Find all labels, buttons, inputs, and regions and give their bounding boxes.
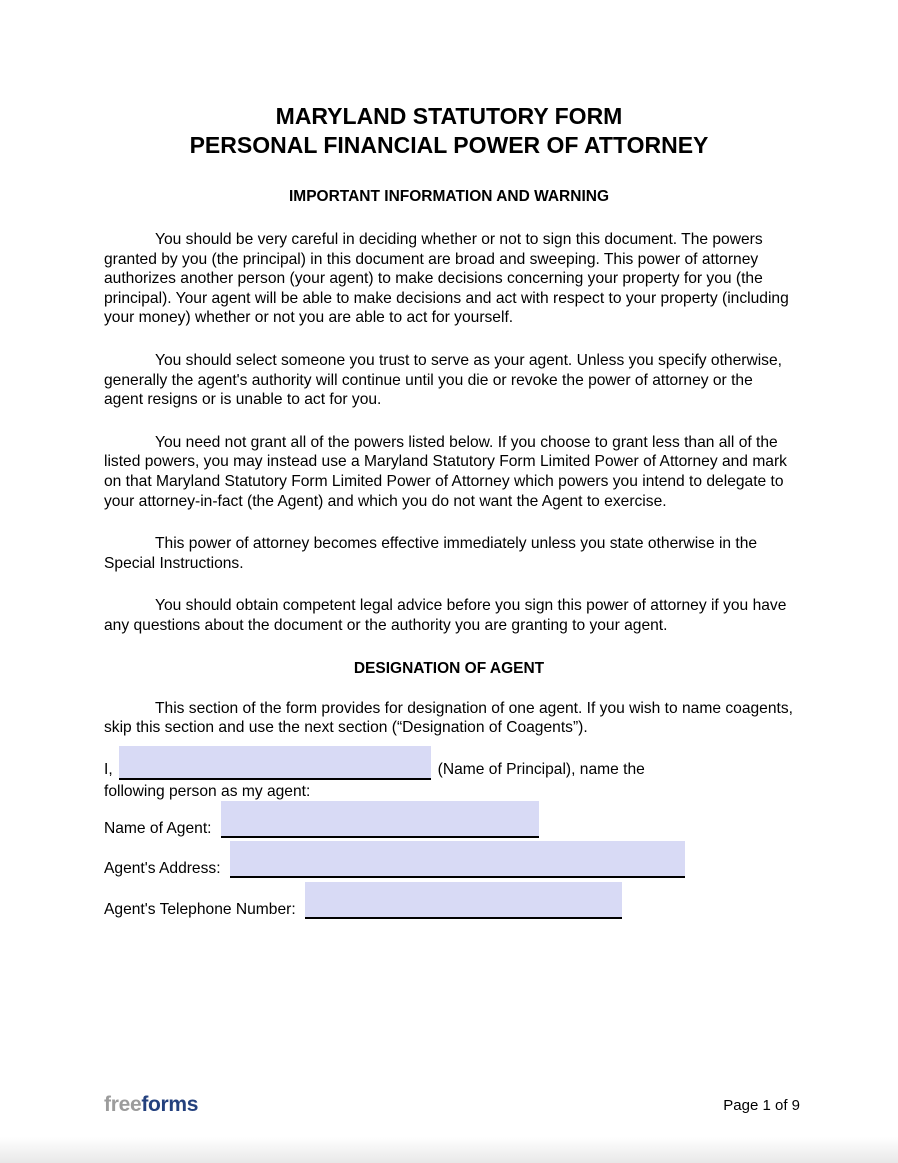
principal-continuation-text: following person as my agent: xyxy=(104,782,311,800)
agent-phone-field[interactable] xyxy=(305,882,622,919)
principal-name-field[interactable] xyxy=(119,746,431,780)
logo-text-forms: forms xyxy=(141,1093,199,1116)
principal-suffix-label: (Name of Principal), name the xyxy=(437,761,645,779)
warning-paragraph-1: You should be very careful in deciding whether or not to sign this document. The powers granted by you (the principal) in this document are broad and sweeping. This power of attorney authorizes another person (your agent) to make decisions concerning your property for you (the principal). Your agent will be able to make decisions and act with respect to your property (including your money) whether or not you are able to act for yourself. xyxy=(104,231,789,327)
agent-name-field[interactable] xyxy=(221,801,539,838)
agent-phone-label: Agent's Telephone Number: xyxy=(104,900,296,918)
principal-name-row xyxy=(104,746,794,780)
agent-name-row xyxy=(104,801,794,838)
document-title-line1: MARYLAND STATUTORY FORM xyxy=(275,103,623,129)
designation-intro-paragraph: This section of the form provides for designation of one agent. If you wish to name coagents, skip this section and use the next section (“Designation of Coagents”). xyxy=(104,699,793,737)
principal-prefix-label: I, xyxy=(104,761,113,779)
document-title-line2: PERSONAL FINANCIAL POWER OF ATTORNEY xyxy=(189,132,709,158)
agent-address-field[interactable] xyxy=(230,841,685,878)
agent-phone-row xyxy=(104,882,794,919)
agent-name-label: Name of Agent: xyxy=(104,819,212,837)
page-bottom-edge xyxy=(0,1137,898,1163)
warning-paragraph-4: This power of attorney becomes effective immediately unless you state otherwise in the Special Instructions. xyxy=(104,535,758,572)
warning-paragraph-5: You should obtain competent legal advice before you sign this power of attorney if you have any questions about the document or the authority you are granting to your agent. xyxy=(104,597,787,634)
designation-section-heading: DESIGNATION OF AGENT xyxy=(353,659,545,677)
freeforms-logo xyxy=(104,1093,198,1117)
page-number-indicator: Page 1 of 9 xyxy=(723,1097,800,1114)
agent-address-row xyxy=(104,841,794,878)
logo-text-free: free xyxy=(104,1093,142,1116)
warning-paragraph-2: You should select someone you trust to serve as your agent. Unless you specify otherwise, generally the agent's authority will continue until you die or revoke the power of attorney or the agent resigns or is unable to act for you. xyxy=(104,351,782,409)
warning-section-heading: IMPORTANT INFORMATION AND WARNING xyxy=(288,188,609,205)
agent-address-label: Agent's Address: xyxy=(104,859,221,877)
warning-paragraph-3: You need not grant all of the powers listed below. If you choose to grant less than all of the listed powers, you may instead use a Maryland Statutory Form Limited Power of Attorney and mark on that Maryland Statutory Form Limited Power of Attorney which powers you intend to delegate to your attorney-in-fact (the Agent) and which you do not want the Agent to exercise. xyxy=(104,433,787,510)
document-title xyxy=(104,0,794,160)
